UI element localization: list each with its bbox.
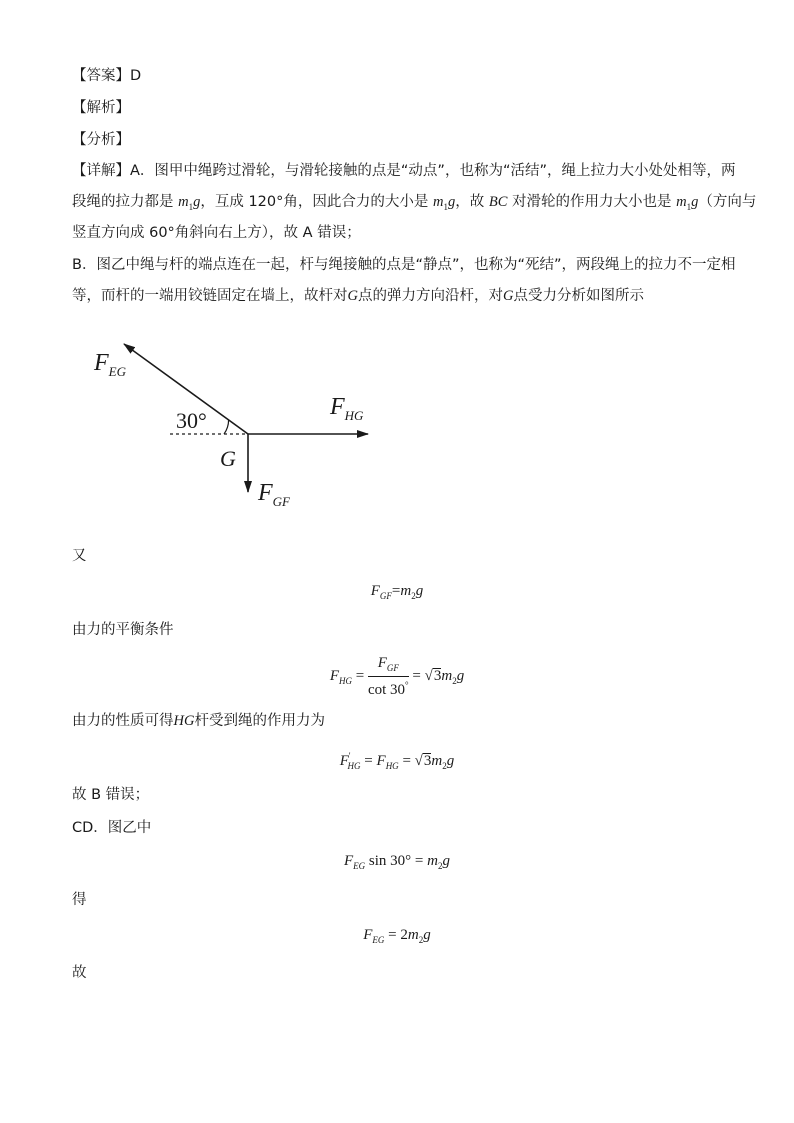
- text-you: 又: [72, 548, 87, 564]
- analysis-tag: 【解析】: [72, 100, 130, 116]
- label-fgf: $F_{GF}$: [258, 480, 291, 509]
- m1g: $m_1g$: [178, 194, 201, 212]
- detail-line-1: 【详解】A．图甲中绳跨过滑轮，与滑轮接触的点是“动点”，也称为“活结”，绳上拉力大小处处相等，两: [72, 163, 736, 179]
- text-cd: CD．图乙中: [72, 820, 152, 836]
- equation-1: $F_{GF}=m_2g$: [370, 583, 424, 601]
- angle-arc: [224, 420, 229, 434]
- detail-line-3: 竖直方向成 60°角斜向右上方），故 A 错误；: [72, 225, 361, 241]
- force-diagram: [0, 330, 794, 530]
- answer-value: D: [130, 68, 142, 84]
- fenxi-tag: 【分析】: [72, 132, 130, 148]
- label-feg: $F_{EG}$: [94, 350, 127, 379]
- label-angle: 30°: [176, 408, 207, 433]
- text-de: 得: [72, 892, 87, 908]
- detail-line-5: 等，而杆的一端用铰链固定在墙上，故杆对G点的弹力方向沿杆，对G点受力分析如图所示: [72, 288, 644, 304]
- text-property: 由力的性质可得HG杆受到绳的作用力为: [72, 713, 325, 729]
- detail-tag: 【详解】: [72, 163, 130, 179]
- detail-line-2: 段绳的拉力都是 $m_1g$，互成 120°角，因此合力的大小是 $m_1g$，故 BC 对滑轮的作用力大小也是 $m_1g$（方向与: [72, 194, 757, 212]
- detail-line-4: B．图乙中绳与杆的端点连在一起，杆与绳接触的点是“静点”，也称为“死结”，两段绳上的拉力不一定相: [72, 257, 736, 273]
- label-fhg: $F_{HG}$: [330, 394, 364, 423]
- equation-3: $F'_{HG} = F_{HG} = √3m_2g$: [339, 751, 455, 771]
- label-point-g: G: [220, 446, 236, 471]
- equation-5: $F_{EG} = 2m_2g$: [363, 927, 431, 945]
- text-balance: 由力的平衡条件: [72, 622, 174, 638]
- text-b-wrong: 故 B 错误；: [72, 787, 150, 803]
- equation-4: $F_{EG}$ $\sin 30^\circ = m_2g$: [344, 853, 450, 871]
- answer-line: [72, 66, 141, 86]
- equation-2: $F_{HG}$ = $\frac{F_{GF}}{\cot 30^\circ}$ = $√3m_2g$: [329, 655, 465, 698]
- answer-tag: 【答案】: [72, 68, 130, 84]
- text-gu: 故: [72, 965, 87, 981]
